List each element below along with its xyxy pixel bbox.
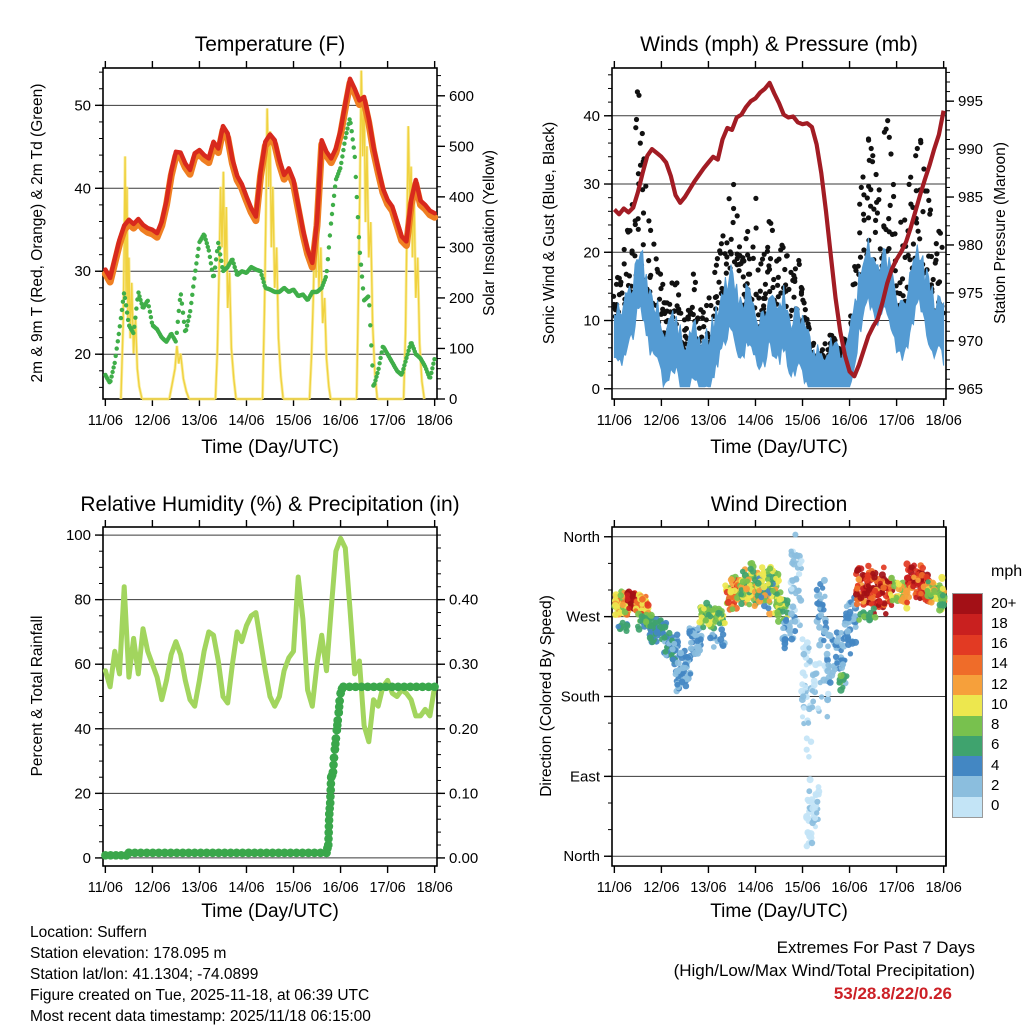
station-elevation: Station elevation: 178.095 m bbox=[30, 945, 227, 962]
sonic-wind-axis-label: Sonic Wind & Gust (Blue, Black) bbox=[541, 121, 558, 345]
tick-label: 16/06 bbox=[831, 413, 868, 429]
colorbar-segment bbox=[953, 675, 982, 695]
tick-label: 12/06 bbox=[134, 413, 171, 429]
colorbar-segment bbox=[953, 797, 982, 817]
tick-label: 17/06 bbox=[369, 413, 406, 429]
tick-label: 15/06 bbox=[275, 413, 312, 429]
direction-axis-label: Direction (Colored By Speed) bbox=[538, 595, 555, 797]
tick-label: 300 bbox=[449, 239, 475, 257]
tick-label: 12/06 bbox=[643, 880, 680, 896]
tick-label: 975 bbox=[958, 284, 984, 302]
colorbar-bin-label: 2 bbox=[991, 777, 1000, 795]
solar-insolation-axis-label: Solar Insolation (Yellow) bbox=[481, 150, 498, 316]
tick-label: 12/06 bbox=[134, 880, 171, 896]
tick-label: East bbox=[569, 768, 600, 786]
tick-label: 15/06 bbox=[784, 413, 821, 429]
tick-label: 200 bbox=[449, 289, 475, 307]
colorbar-title: mph bbox=[991, 563, 1023, 580]
extremes-title: Extremes For Past 7 Days bbox=[776, 938, 975, 957]
tick-label: 11/06 bbox=[596, 880, 632, 896]
temperature-y-axis-label: 2m & 9m T (Red, Orange) & 2m Td (Green) bbox=[29, 83, 46, 383]
tick-label: 17/06 bbox=[878, 413, 915, 429]
tick-label: 980 bbox=[958, 236, 984, 254]
extremes-subtitle: (High/Low/Max Wind/Total Precipitation) bbox=[673, 961, 975, 980]
tick-label: 11/06 bbox=[596, 413, 632, 429]
tick-label: 0 bbox=[82, 849, 91, 867]
tick-label: North bbox=[563, 848, 600, 866]
tick-label: 0 bbox=[591, 380, 600, 398]
tick-label: 30 bbox=[74, 263, 91, 281]
tick-label: 14/06 bbox=[737, 880, 774, 896]
tick-label: 14/06 bbox=[228, 880, 265, 896]
rainfall-series bbox=[101, 683, 439, 860]
tick-label: 40 bbox=[583, 107, 600, 125]
tick-label: 40 bbox=[74, 720, 91, 738]
colorbar-bin-label: 14 bbox=[991, 655, 1008, 673]
colorbar-segment bbox=[953, 776, 982, 796]
tick-label: 11/06 bbox=[87, 880, 123, 896]
tick-label: 20 bbox=[583, 244, 600, 262]
tick-label: 0.40 bbox=[449, 591, 479, 609]
tick-label: 16/06 bbox=[831, 880, 868, 896]
colorbar-bin-label: 12 bbox=[991, 675, 1008, 693]
colorbar-bin-label: 0 bbox=[991, 797, 1000, 815]
figure-created-line: Figure created on Tue, 2025-11-18, at 06:39 UTC bbox=[30, 987, 370, 1004]
tick-label: West bbox=[566, 608, 600, 626]
tick-label: 100 bbox=[449, 340, 475, 358]
tick-label: 0.20 bbox=[449, 720, 479, 738]
tick-label: 20 bbox=[74, 785, 91, 803]
wind-direction-chart-title: Wind Direction bbox=[710, 493, 848, 516]
tick-label: 20 bbox=[74, 346, 91, 364]
extremes-values: 53/28.8/22/0.26 bbox=[833, 984, 952, 1003]
tick-label: 970 bbox=[958, 332, 984, 350]
tick-label: 14/06 bbox=[737, 413, 774, 429]
colorbar-segment bbox=[953, 614, 982, 634]
tick-label: 965 bbox=[958, 380, 984, 398]
tick-label: 50 bbox=[74, 97, 91, 115]
tick-label: 18/06 bbox=[925, 413, 962, 429]
tick-label: 17/06 bbox=[369, 880, 406, 896]
winds-pressure-chart-title: Winds (mph) & Pressure (mb) bbox=[640, 33, 918, 56]
colorbar-segment bbox=[953, 655, 982, 675]
tick-label: 13/06 bbox=[181, 413, 218, 429]
tick-label: 60 bbox=[74, 656, 91, 674]
colorbar-bin-label: 4 bbox=[991, 756, 1000, 774]
tick-label: 990 bbox=[958, 141, 984, 159]
tick-label: 18/06 bbox=[416, 880, 453, 896]
station-metadata bbox=[30, 922, 371, 1027]
humidity-precip-plot bbox=[95, 520, 445, 873]
tick-label: 995 bbox=[958, 93, 984, 111]
tick-label: South bbox=[560, 688, 600, 706]
humidity-series bbox=[105, 538, 434, 741]
tick-label: 16/06 bbox=[322, 880, 359, 896]
tick-label: 400 bbox=[449, 188, 475, 206]
tick-label: 15/06 bbox=[275, 880, 312, 896]
tick-label: 18/06 bbox=[925, 880, 962, 896]
tick-label: 17/06 bbox=[878, 880, 915, 896]
winds-x-axis-label: Time (Day/UTC) bbox=[710, 437, 848, 458]
data-timestamp-line: Most recent data timestamp: 2025/11/18 06:15:00 bbox=[30, 1008, 371, 1025]
tick-label: 985 bbox=[958, 189, 984, 207]
humidity-precip-chart-title: Relative Humidity (%) & Precipitation (in) bbox=[80, 493, 460, 516]
colorbar-segment bbox=[953, 594, 982, 614]
colorbar-bin-label: 8 bbox=[991, 716, 1000, 734]
colorbar-bin-label: 16 bbox=[991, 635, 1008, 653]
temperature-chart-title: Temperature (F) bbox=[194, 33, 346, 56]
station-location: Location: Suffern bbox=[30, 924, 147, 941]
speed-colorbar bbox=[952, 593, 983, 818]
tick-label: 100 bbox=[65, 527, 91, 545]
tick-label: 500 bbox=[449, 138, 475, 156]
tick-label: 14/06 bbox=[228, 413, 265, 429]
tick-label: 0.30 bbox=[449, 656, 479, 674]
tick-label: North bbox=[563, 528, 600, 546]
humidity-x-axis-label: Time (Day/UTC) bbox=[201, 901, 339, 922]
tick-label: 80 bbox=[74, 591, 91, 609]
wind-direction-scatter bbox=[611, 532, 947, 850]
colorbar-bin-label: 10 bbox=[991, 695, 1008, 713]
tick-label: 600 bbox=[449, 87, 475, 105]
colorbar-segment bbox=[953, 756, 982, 776]
colorbar-bin-label: 18 bbox=[991, 614, 1008, 632]
tick-label: 13/06 bbox=[690, 413, 727, 429]
tick-label: 30 bbox=[583, 176, 600, 194]
colorbar-segment bbox=[953, 635, 982, 655]
colorbar-segment bbox=[953, 695, 982, 715]
wind-direction-x-axis-label: Time (Day/UTC) bbox=[710, 901, 848, 922]
extremes-block bbox=[674, 936, 975, 1005]
tick-label: 11/06 bbox=[87, 413, 123, 429]
temperature-x-axis-label: Time (Day/UTC) bbox=[201, 437, 339, 458]
tick-label: 13/06 bbox=[181, 880, 218, 896]
tick-label: 0 bbox=[449, 391, 458, 408]
colorbar-bin-label: 20+ bbox=[991, 594, 1017, 612]
tick-label: 0.10 bbox=[449, 785, 479, 803]
solar-insolation-series bbox=[121, 71, 424, 400]
colorbar-segment bbox=[953, 736, 982, 756]
station-pressure-axis-label: Station Pressure (Maroon) bbox=[992, 142, 1009, 324]
tick-label: 18/06 bbox=[416, 413, 453, 429]
percent-rainfall-axis-label: Percent & Total Rainfall bbox=[29, 615, 46, 777]
tick-label: 12/06 bbox=[643, 413, 680, 429]
colorbar-bin-label: 6 bbox=[991, 736, 1000, 754]
tick-label: 10 bbox=[583, 312, 600, 330]
colorbar-labels bbox=[991, 593, 1016, 816]
winds-pressure-plot bbox=[604, 61, 954, 406]
station-latlon: Station lat/lon: 41.1304; -74.0899 bbox=[30, 966, 259, 983]
temperature-plot bbox=[95, 61, 445, 406]
tick-label: 40 bbox=[74, 180, 91, 198]
colorbar-segment bbox=[953, 716, 982, 736]
wind-direction-plot bbox=[604, 520, 948, 873]
tick-label: 13/06 bbox=[690, 880, 727, 896]
tick-label: 16/06 bbox=[322, 413, 359, 429]
tick-label: 0.00 bbox=[449, 849, 479, 867]
tick-label: 15/06 bbox=[784, 880, 821, 896]
